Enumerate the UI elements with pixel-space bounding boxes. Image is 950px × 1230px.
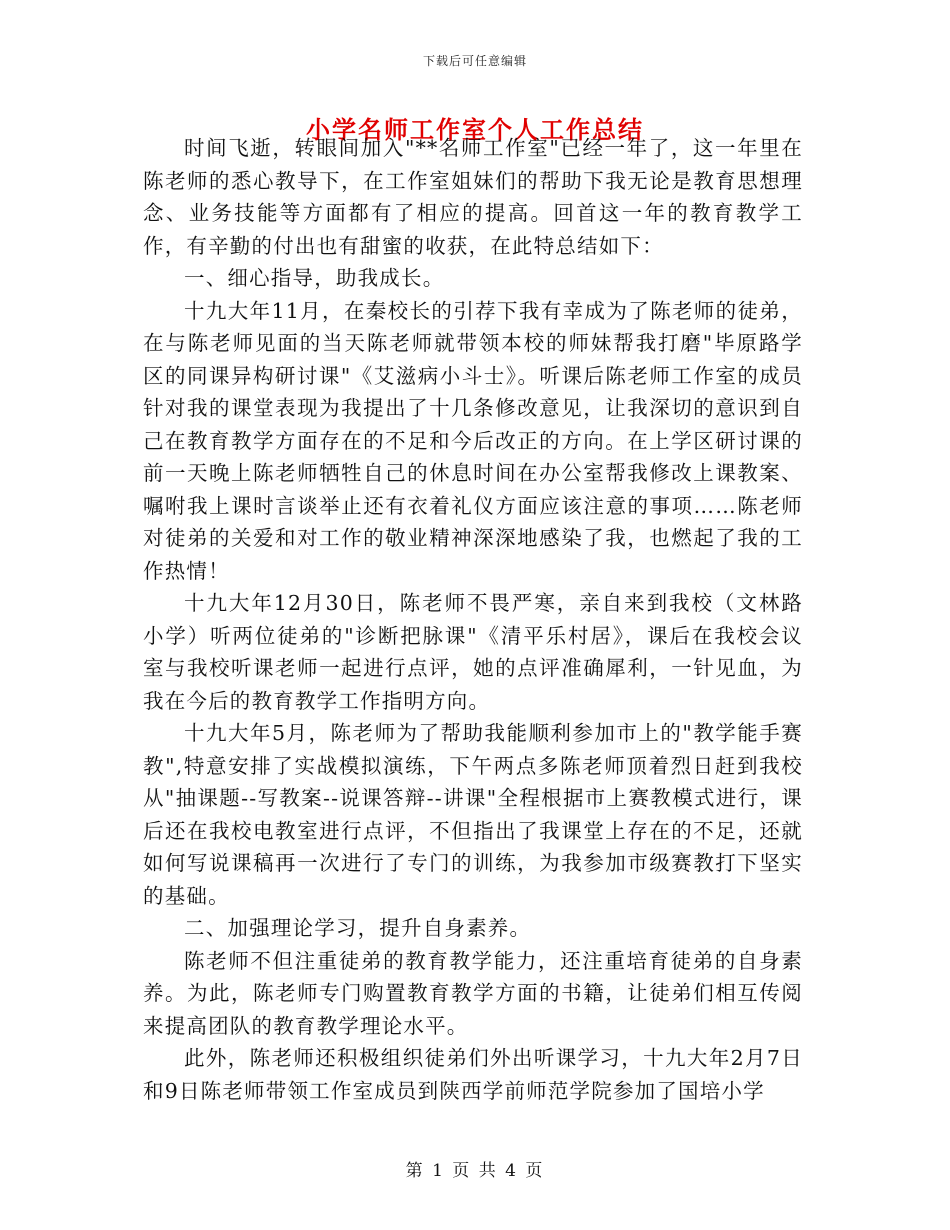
page-number-footer: 第 1 页 共 4 页: [405, 1161, 545, 1181]
paragraph-may: 十九大年5月，陈老师为了帮助我能顺利参加市上的"教学能手赛教",特意安排了实战模拟演练，下午两点多陈老师顶着烈日赶到我校从"抽课题--写教案--说课答辩--讲课"全程根据市上赛教模式进行，课后还在我校电教室进行点评，不但指出了我课堂上存在的不足，还就如何写说课稿再一次进行了专门的训练，为我参加市级赛教打下坚实的基础。: [143, 721, 803, 908]
section-heading-2: 二、加强理论学习，提升自身素养。: [184, 916, 532, 940]
document-title: 小学名师工作室个人工作总结: [306, 115, 644, 144]
paragraph-december: 十九大年12月30日，陈老师不畏严寒，亲自来到我校（文林路小学）听两位徒弟的"诊断把脉课"《清平乐村居》，课后在我校会议室与我校听课老师一起进行点评，她的点评准确犀利，一针见血，为我在今后的教育教学工作指明方向。: [143, 591, 803, 713]
header-note: 下载后可任意编辑: [422, 54, 527, 68]
paragraph-outing: 此外，陈老师还积极组织徒弟们外出听课学习，十九大年2月7日和9日陈老师带领工作室成员到陕西学前师范学院参加了国培小学: [143, 1046, 803, 1103]
section-heading-1: 一、细心指导，助我成长。: [184, 266, 445, 290]
document-body: [143, 132, 803, 1107]
paragraph-reading: 陈老师不但注重徒弟的教育教学能力，还注重培育徒弟的自身素养。为此，陈老师专门购置教育教学方面的书籍，让徒弟们相互传阅来提高团队的教育教学理论水平。: [143, 948, 803, 1038]
paragraph-intro: 时间飞逝，转眼间加入"**名师工作室"已经一年了，这一年里在陈老师的悉心教导下，在工作室姐妹们的帮助下我无论是教育思想理念、业务技能等方面都有了相应的提高。回首这一年的教育教学工作，有辛勤的付出也有甜蜜的收获，在此特总结如下：: [143, 136, 803, 258]
paragraph-november: 十九大年11月，在秦校长的引荐下我有幸成为了陈老师的徒弟，在与陈老师见面的当天陈老师就带领本校的师妹帮我打磨"毕原路学区的同课异构研讨课"《艾滋病小斗士》。听课后陈老师工作室的成员针对我的课堂表现为我提出了十几条修改意见，让我深切的意识到自己在教育教学方面存在的不足和今后改正的方向。在上学区研讨课的前一天晚上陈老师牺牲自己的休息时间在办公室帮我修改上课教案、嘱咐我上课时言谈举止还有衣着礼仪方面应该注意的事项……陈老师对徒弟的关爱和对工作的敬业精神深深地感染了我，也燃起了我的工作热情！: [143, 298, 803, 583]
